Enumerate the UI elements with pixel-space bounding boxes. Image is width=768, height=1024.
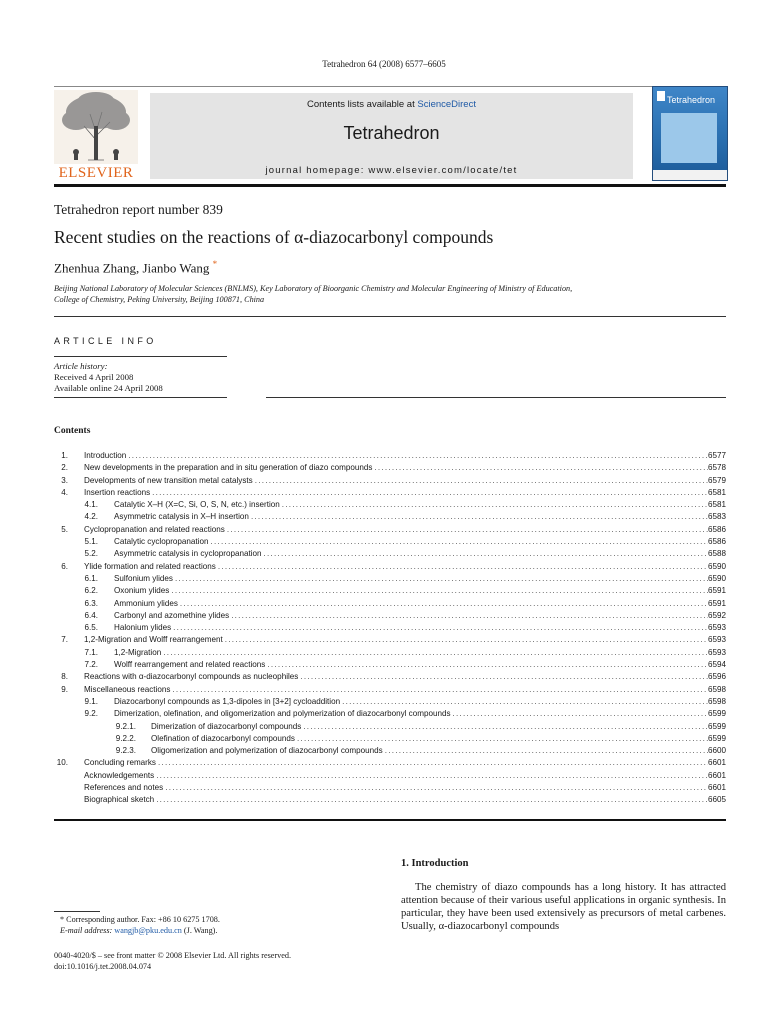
article-info-heading: ARTICLE INFO — [54, 336, 157, 346]
toc-entry-title[interactable]: Dimerization, olefination, and oligomerization and polymerization of diazocarbonyl compounds — [114, 709, 451, 719]
toc-leader-dots — [169, 585, 708, 597]
toc-entry-page[interactable]: 6600 — [707, 746, 726, 756]
toc-leader-dots — [126, 450, 708, 462]
affiliation-line: College of Chemistry, Peking University, Beijing 100871, China — [54, 295, 265, 304]
toc-entry-page[interactable]: 6590 — [707, 573, 726, 583]
toc-entry-number: 9.2. — [84, 709, 98, 719]
contents-bottom-rule — [54, 819, 726, 821]
journal-title: Tetrahedron — [343, 123, 440, 143]
toc-leader-dots — [372, 462, 708, 474]
toc-leader-dots — [223, 634, 708, 646]
toc-entry[interactable] — [54, 573, 726, 585]
toc-entry[interactable] — [54, 745, 726, 757]
toc-entry-page[interactable]: 6592 — [707, 610, 726, 620]
toc-entry-number: 2. — [61, 463, 68, 473]
toc-leader-dots — [249, 511, 708, 523]
toc-entry[interactable] — [54, 462, 726, 474]
toc-entry-page[interactable]: 6598 — [707, 696, 726, 706]
toc-entry[interactable] — [54, 487, 726, 499]
toc-entry-page[interactable]: 6579 — [707, 475, 726, 485]
toc-entry-number: 6.1. — [84, 573, 98, 583]
toc-entry-number: 6.5. — [84, 623, 98, 633]
email-label: E-mail address: — [60, 926, 113, 935]
toc-entry-page[interactable]: 6605 — [707, 795, 726, 805]
toc-entry-title[interactable]: Miscellaneous reactions — [84, 684, 171, 694]
author-names: Zhenhua Zhang, Jianbo Wang — [54, 260, 210, 276]
toc-entry-title[interactable]: Oxonium ylides — [114, 586, 170, 596]
toc-entry-page[interactable]: 6583 — [707, 512, 726, 522]
toc-entry-title[interactable]: Cyclopropanation and related reactions — [84, 524, 225, 534]
toc-entry-number: 9.2.2. — [115, 733, 136, 743]
toc-entry-page[interactable]: 6581 — [707, 500, 726, 510]
toc-entry-title[interactable]: 1,2-Migration — [114, 647, 162, 657]
section-heading-introduction: 1. Introduction — [401, 858, 469, 869]
toc-entry-number: 7. — [61, 635, 68, 645]
toc-entry-title[interactable]: Acknowledgements — [84, 770, 155, 780]
toc-entry-title[interactable]: Dimerization of diazocarbonyl compounds — [151, 721, 302, 731]
toc-entry-title[interactable]: Halonium ylides — [114, 623, 172, 633]
toc-leader-dots — [171, 622, 708, 634]
toc-entry-page[interactable]: 6599 — [707, 721, 726, 731]
toc-entry-number: 5.1. — [84, 537, 98, 547]
toc-entry[interactable] — [54, 536, 726, 548]
toc-entry[interactable] — [54, 696, 726, 708]
toc-leader-dots — [383, 745, 708, 757]
toc-entry-number: 4.1. — [84, 500, 98, 510]
toc-leader-dots — [451, 708, 708, 720]
masthead-rule — [54, 86, 726, 87]
imprint — [54, 950, 291, 972]
journal-citation: Tetrahedron 64 (2008) 6577–6605 — [322, 59, 446, 69]
elsevier-logo — [54, 90, 146, 182]
toc-entry[interactable] — [54, 511, 726, 523]
toc-leader-dots — [161, 647, 708, 659]
toc-entry-page[interactable]: 6581 — [707, 487, 726, 497]
toc-entry-number: 1. — [61, 451, 68, 460]
article-title: Recent studies on the reactions of α-diazocarbonyl compounds — [54, 227, 494, 247]
toc-entry[interactable] — [54, 561, 726, 573]
toc-entry[interactable] — [54, 475, 726, 487]
contents-prefix: Contents lists available at — [307, 99, 418, 110]
cover-title: Tetrahedron — [667, 95, 716, 105]
toc-entry-page[interactable]: 6593 — [707, 623, 726, 633]
toc-entry-title[interactable]: Carbonyl and azomethine ylides — [114, 610, 230, 620]
toc-entry[interactable] — [54, 757, 726, 769]
toc-entry-page[interactable]: 6601 — [707, 783, 726, 793]
toc-leader-dots — [295, 733, 708, 745]
toc-entry-title[interactable]: Insertion reactions — [84, 487, 151, 497]
toc-entry[interactable] — [54, 598, 726, 610]
cover-badge — [657, 91, 665, 101]
toc-entry[interactable] — [54, 671, 726, 683]
email-suffix: (J. Wang). — [181, 926, 218, 935]
toc-entry-title[interactable]: Catalytic cyclopropanation — [114, 537, 209, 547]
section-rule — [54, 356, 227, 357]
toc-entry-title[interactable]: New developments in the preparation and in situ generation of diazo compounds — [84, 463, 373, 473]
publisher-wordmark: ELSEVIER — [58, 165, 134, 181]
received-date: Received 4 April 2008 — [54, 372, 134, 382]
section-rule — [54, 397, 227, 398]
toc-entry[interactable] — [54, 622, 726, 634]
sciencedirect-link[interactable]: ScienceDirect — [417, 99, 476, 110]
contents-heading: Contents — [54, 426, 91, 436]
corresponding-author-mark[interactable]: * — [212, 259, 218, 269]
toc-entry-number: 9. — [61, 684, 68, 694]
toc-leader-dots — [150, 487, 708, 499]
toc-entry-page[interactable]: 6590 — [707, 561, 726, 571]
affiliation-line: Beijing National Laboratory of Molecular Sciences (BNLMS), Key Laboratory of Bioorganic Chemistry and Molecular Engineering of Ministry of Education, — [54, 284, 573, 293]
toc-entry[interactable] — [54, 450, 726, 462]
toc-leader-dots — [262, 548, 708, 560]
introduction-paragraph: The chemistry of diazo compounds has a long history. It has attracted attention because of their various useful applications in organic synthesis. In particular, they have been used extensively as precursors of metal carbenes. Usually, α-diazocarbonyl compounds — [401, 882, 726, 932]
toc-entry-title[interactable]: Wolff rearrangement and related reactions — [114, 660, 266, 670]
journal-homepage-link[interactable]: journal homepage: www.elsevier.com/locate/tet — [265, 165, 518, 176]
footnote-star: * — [60, 915, 65, 924]
toc-entry-page[interactable]: 6577 — [707, 451, 726, 460]
cover-artwork — [661, 113, 717, 163]
toc-entry-number: 10. — [56, 758, 68, 768]
toc-entry-title[interactable]: Concluding remarks — [84, 758, 156, 768]
toc-entry-number: 4. — [61, 487, 68, 497]
article-history — [54, 361, 163, 394]
toc-entry[interactable] — [54, 585, 726, 597]
toc-entry-number: 9.2.3. — [115, 746, 136, 756]
toc-entry-title[interactable]: Olefination of diazocarbonyl compounds — [151, 733, 295, 743]
toc-entry[interactable] — [54, 708, 726, 720]
toc-leader-dots — [253, 475, 708, 487]
corresponding-author-note — [54, 914, 220, 925]
history-label: Article history: — [54, 361, 108, 371]
toc-entry-title[interactable]: Developments of new transition metal catalysts — [84, 475, 253, 485]
journal-banner — [150, 93, 633, 179]
toc-leader-dots — [154, 770, 708, 782]
toc-entry-title[interactable]: Catalytic X–H (X=C, Si, O, S, N, etc.) insertion — [114, 500, 280, 510]
toc-entry-page[interactable]: 6591 — [707, 598, 726, 608]
corresponding-author-text: Corresponding author. Fax: +86 10 6275 1708. — [66, 915, 220, 924]
report-number: Tetrahedron report number 839 — [54, 202, 223, 217]
toc-leader-dots — [163, 782, 708, 794]
toc-leader-dots — [340, 696, 708, 708]
available-date: Available online 24 April 2008 — [54, 383, 163, 393]
table-of-contents — [54, 450, 726, 807]
journal-cover-image — [652, 86, 728, 181]
toc-entry-page[interactable]: 6601 — [707, 758, 726, 768]
toc-entry-number: 8. — [61, 672, 68, 682]
author-list — [54, 259, 217, 276]
toc-leader-dots — [301, 721, 708, 733]
toc-entry[interactable] — [54, 770, 726, 782]
toc-entry-page[interactable]: 6598 — [707, 684, 726, 694]
toc-entry-title[interactable]: References and notes — [84, 783, 164, 793]
toc-entry-title[interactable]: Ylide formation and related reactions — [84, 561, 216, 571]
toc-entry[interactable] — [54, 733, 726, 745]
toc-leader-dots — [154, 794, 708, 806]
toc-entry-number: 6. — [61, 561, 68, 571]
affiliation — [54, 283, 694, 305]
toc-entry-page[interactable]: 6593 — [707, 647, 726, 657]
toc-entry[interactable] — [54, 647, 726, 659]
toc-entry-page[interactable]: 6599 — [707, 709, 726, 719]
doi-line[interactable]: doi:10.1016/j.tet.2008.04.074 — [54, 962, 152, 971]
toc-leader-dots — [178, 598, 708, 610]
toc-entry-page[interactable]: 6596 — [707, 672, 726, 682]
elsevier-tree-icon — [54, 90, 138, 164]
section-rule — [266, 397, 726, 398]
toc-entry-page[interactable]: 6601 — [707, 770, 726, 780]
toc-entry-number: 6.3. — [84, 598, 98, 608]
contents-availability — [150, 99, 633, 110]
toc-entry-title[interactable]: Ammonium ylides — [114, 598, 178, 608]
toc-leader-dots — [216, 561, 708, 573]
email-link[interactable]: wangjb@pku.edu.cn — [114, 926, 182, 935]
toc-entry[interactable] — [54, 610, 726, 622]
toc-leader-dots — [298, 671, 708, 683]
footnote-rule — [54, 911, 100, 912]
toc-entry-page[interactable]: 6599 — [707, 733, 726, 743]
toc-entry[interactable] — [54, 548, 726, 560]
masthead-thick-rule — [54, 184, 726, 187]
toc-entry-page[interactable]: 6586 — [707, 537, 726, 547]
toc-leader-dots — [225, 524, 708, 536]
toc-entry-title[interactable]: Asymmetric catalysis in X–H insertion — [114, 512, 249, 522]
toc-entry-title[interactable]: Asymmetric catalysis in cyclopropanation — [114, 549, 262, 559]
toc-entry[interactable] — [54, 721, 726, 733]
toc-leader-dots — [208, 536, 708, 548]
toc-entry[interactable] — [54, 659, 726, 671]
email-note — [54, 925, 220, 936]
toc-entry[interactable] — [54, 524, 726, 536]
toc-entry[interactable] — [54, 634, 726, 646]
toc-entry-page[interactable]: 6593 — [707, 635, 726, 645]
toc-entry-page[interactable]: 6594 — [707, 660, 726, 670]
toc-entry-number: 9.2.1. — [115, 721, 136, 731]
toc-entry-number: 9.1. — [84, 696, 98, 706]
toc-entry-page[interactable]: 6588 — [707, 549, 726, 559]
toc-leader-dots — [156, 757, 708, 769]
toc-entry-title[interactable]: Sulfonium ylides — [114, 573, 173, 583]
toc-entry-page[interactable]: 6578 — [707, 463, 726, 473]
toc-leader-dots — [229, 610, 708, 622]
toc-entry[interactable] — [54, 499, 726, 511]
toc-entry-number: 5. — [61, 524, 68, 534]
toc-entry-title[interactable]: Oligomerization and polymerization of diazocarbonyl compounds — [151, 746, 383, 756]
toc-entry[interactable] — [54, 684, 726, 696]
toc-entry-number: 6.4. — [84, 610, 98, 620]
toc-entry-number: 7.2. — [84, 660, 98, 670]
toc-leader-dots — [173, 573, 708, 585]
toc-entry-title[interactable]: Introduction — [84, 451, 127, 460]
toc-entry-number: 6.2. — [84, 586, 98, 596]
toc-entry-title[interactable]: Diazocarbonyl compounds as 1,3-dipoles in [3+2] cycloaddition — [114, 696, 341, 706]
toc-entry-page[interactable]: 6586 — [707, 524, 726, 534]
toc-entry-number: 7.1. — [84, 647, 98, 657]
toc-leader-dots — [280, 499, 708, 511]
issn-line: 0040-4020/$ – see front matter © 2008 Elsevier Ltd. All rights reserved. — [54, 951, 292, 960]
toc-leader-dots — [170, 684, 708, 696]
toc-entry[interactable] — [54, 782, 726, 794]
section-rule — [54, 316, 726, 317]
toc-entry-page[interactable]: 6591 — [707, 586, 726, 596]
toc-entry[interactable] — [54, 794, 726, 806]
toc-entry-number: 3. — [61, 475, 68, 485]
footnote — [54, 914, 220, 936]
toc-entry-number: 4.2. — [84, 512, 98, 522]
toc-entry-number: 5.2. — [84, 549, 98, 559]
toc-entry-title[interactable]: Reactions with α-diazocarbonyl compounds as nucleophiles — [84, 672, 299, 682]
toc-leader-dots — [265, 659, 708, 671]
cover-footer — [653, 170, 727, 180]
toc-entry-title[interactable]: Biographical sketch — [84, 795, 155, 805]
toc-entry-title[interactable]: 1,2-Migration and Wolff rearrangement — [84, 635, 223, 645]
